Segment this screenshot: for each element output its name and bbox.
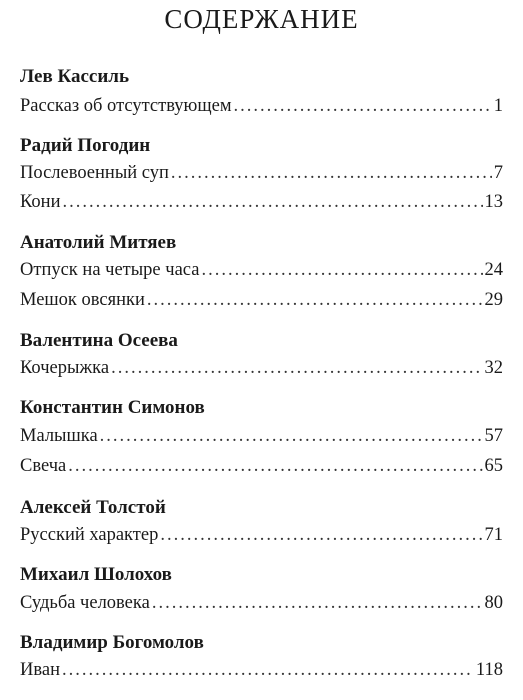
toc-entry[interactable]	[20, 660, 503, 681]
leader-dots	[62, 192, 482, 213]
toc-entry-title: Судьба человека	[20, 593, 150, 613]
toc-author: Лев Кассиль	[20, 66, 130, 87]
toc-entry-page: 71	[484, 525, 503, 545]
toc-entry-title: Русский характер	[20, 525, 159, 545]
toc-entry-title: Рассказ об отсутствующем	[20, 96, 232, 116]
toc-entry[interactable]	[20, 260, 503, 281]
toc-entry-page: 57	[484, 426, 503, 446]
toc-author: Михаил Шолохов	[20, 564, 172, 585]
leader-dots	[62, 660, 474, 681]
page-title: СОДЕРЖАНИЕ	[164, 4, 359, 34]
toc-entry-title: Малышка	[20, 426, 98, 446]
toc-entry-page: 7	[493, 163, 503, 183]
toc-author: Валентина Осеева	[20, 330, 178, 351]
toc-entry[interactable]	[20, 456, 503, 477]
leader-dots	[100, 426, 483, 447]
toc-entry-page: 80	[484, 593, 503, 613]
toc-entry-title: Послевоенный суп	[20, 163, 169, 183]
leader-dots	[111, 358, 482, 379]
toc-author: Радий Погодин	[20, 135, 151, 156]
leader-dots	[147, 290, 483, 311]
toc-entry[interactable]	[20, 163, 503, 184]
toc-entry[interactable]	[20, 426, 503, 447]
toc-entry-page: 24	[484, 260, 503, 280]
toc-entry[interactable]	[20, 525, 503, 546]
toc-entry[interactable]	[20, 192, 503, 213]
toc-entry-page: 29	[484, 290, 503, 310]
toc-entry[interactable]	[20, 96, 503, 117]
toc-entry[interactable]	[20, 290, 503, 311]
toc-entry-title: Свеча	[20, 456, 67, 476]
toc-entry-title: Отпуск на четыре часа	[20, 260, 200, 280]
toc-entry-page: 32	[484, 358, 503, 378]
leader-dots	[152, 593, 483, 614]
toc-entry-title: Иван	[20, 660, 60, 680]
toc-entry-title: Кони	[20, 192, 61, 212]
toc-entry-title: Кочерыжка	[20, 358, 110, 378]
toc-entry-page: 1	[493, 96, 503, 116]
toc-entry-page: 118	[475, 660, 503, 680]
leader-dots	[234, 96, 492, 117]
toc-entry-page: 13	[484, 192, 503, 212]
toc-author: Владимир Богомолов	[20, 632, 204, 653]
leader-dots	[68, 456, 482, 477]
leader-dots	[160, 525, 482, 546]
toc-entry[interactable]	[20, 358, 503, 379]
toc-entry[interactable]	[20, 593, 503, 614]
toc-author: Алексей Толстой	[20, 497, 166, 518]
toc-entry-title: Мешок овсянки	[20, 290, 145, 310]
leader-dots	[201, 260, 482, 281]
toc-entry-page: 65	[484, 456, 503, 476]
leader-dots	[171, 163, 492, 184]
toc-author: Константин Симонов	[20, 397, 205, 418]
toc-author: Анатолий Митяев	[20, 232, 177, 253]
